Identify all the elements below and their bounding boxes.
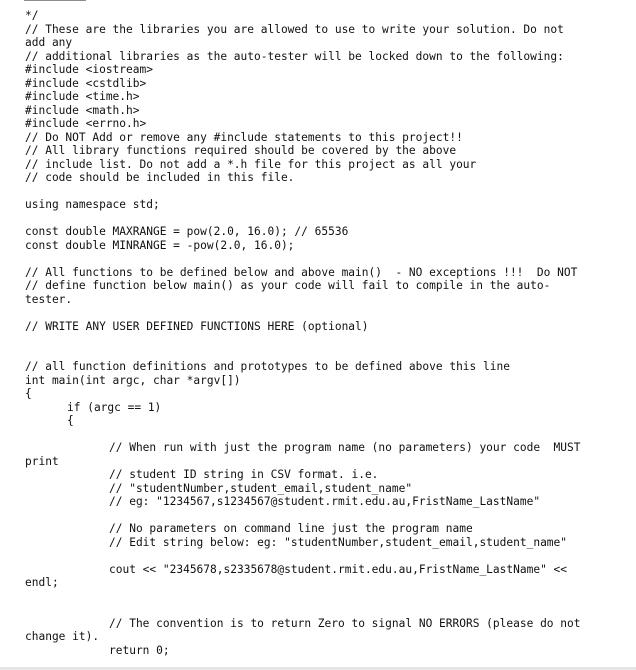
code-line: if (argc == 1) <box>67 400 162 414</box>
blank-line <box>0 212 636 226</box>
blank-line <box>0 549 636 563</box>
code-line: // WRITE ANY USER DEFINED FUNCTIONS HERE (optional) <box>25 319 369 333</box>
code-line: // additional libraries as the auto-tester will be locked down to the following: <box>25 49 564 63</box>
code-line: tester. <box>25 292 73 306</box>
blank-line <box>0 333 636 347</box>
code-line: // The convention is to return Zero to signal NO ERRORS (please do not <box>109 616 581 630</box>
code-line: // All library functions required should be covered by the above <box>25 144 457 157</box>
code-line: // define function below main() as your code will fail to compile in the auto- <box>25 279 551 292</box>
blank-line <box>0 509 636 523</box>
code-line: int main(int argc, char *argv[]) <box>25 373 241 387</box>
code-line: // eg: "1234567,s1234567@student.rmit.edu.au,FristName_LastName" <box>109 495 541 508</box>
code-line: // All functions to be defined below and above main() - NO exceptions !!! Do NOT <box>25 265 578 279</box>
code-line: #include <time.h> <box>25 90 140 103</box>
code-line: cout << "2345678,s2335678@student.rmit.edu.au,FristName_LastName" << <box>109 562 568 576</box>
blank-line <box>0 603 636 617</box>
code-line: #include <math.h> <box>25 103 140 117</box>
blank-line <box>0 185 636 199</box>
code-line: print <box>25 454 59 468</box>
code-line: const double MAXRANGE = pow(2.0, 16.0); // 65536 <box>25 225 349 238</box>
code-line: // student ID string in CSV format. i.e. <box>109 468 379 481</box>
code-line: // These are the libraries you are allowed to use to write your solution. Do not <box>25 22 564 36</box>
code-line: // When run with just the program name (no parameters) your code MUST <box>109 441 581 454</box>
code-line: { <box>67 414 74 427</box>
code-line: endl; <box>25 576 59 589</box>
code-line: #include <errno.h> <box>25 117 147 130</box>
code-line: // include list. Do not add a *.h file for this project as all your <box>25 157 477 171</box>
blank-line <box>0 347 636 361</box>
code-line: return 0; <box>109 643 170 657</box>
code-line: // Do NOT Add or remove any #include statements to this project!! <box>25 130 463 144</box>
code-line: // "studentNumber,student_email,student_name" <box>109 481 413 495</box>
code-line: add any <box>25 36 73 49</box>
code-line: // code should be included in this file. <box>25 171 295 184</box>
code-listing <box>0 9 636 657</box>
blank-line <box>0 428 636 442</box>
code-line: // Edit string below: eg: "studentNumber,student_email,student_name" <box>109 535 568 549</box>
code-line: // No parameters on command line just the program name <box>109 522 473 535</box>
blank-line <box>0 306 636 320</box>
code-line: using namespace std; <box>25 198 160 211</box>
code-line: */ <box>25 9 39 22</box>
code-line: { <box>25 387 32 400</box>
blank-line <box>0 590 636 604</box>
top-divider <box>24 0 86 1</box>
code-line: #include <cstdlib> <box>25 76 147 90</box>
blank-line <box>0 252 636 266</box>
code-line: const double MINRANGE = -pow(2.0, 16.0); <box>25 238 295 252</box>
code-line: // all function definitions and prototypes to be defined above this line <box>25 360 510 373</box>
code-line: #include <iostream> <box>25 63 153 76</box>
code-line: change it). <box>25 630 100 643</box>
